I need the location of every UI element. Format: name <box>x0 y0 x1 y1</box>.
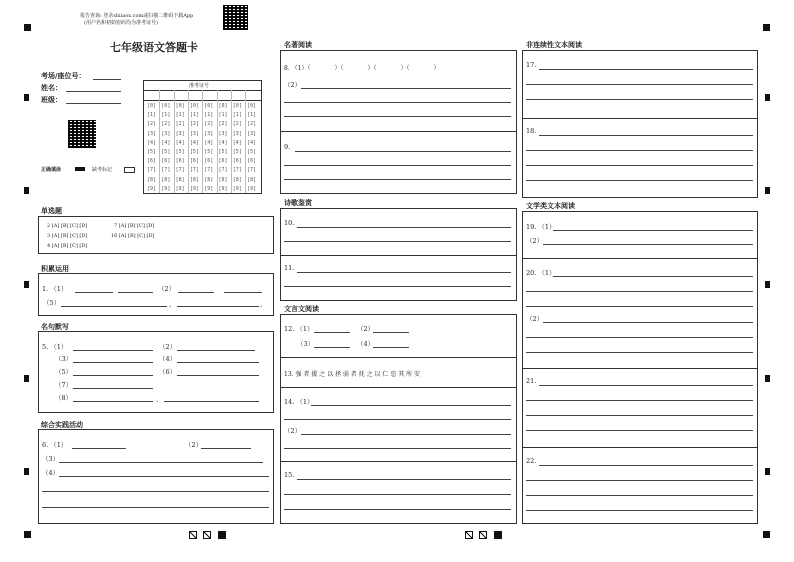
q15-line2[interactable] <box>284 494 511 495</box>
ticket-digit-bubble[interactable]: [5] <box>189 149 199 155</box>
q6-1-answer[interactable] <box>72 448 126 449</box>
ticket-digit-bubble[interactable]: [9] <box>147 185 157 192</box>
ticket-digit-bubble[interactable]: [9] <box>175 185 185 192</box>
side-mark <box>765 375 770 382</box>
student-qr-code <box>68 120 96 148</box>
q5-8b-answer[interactable] <box>164 401 259 402</box>
q5-7-label: （7） <box>55 381 73 389</box>
q5-7-answer[interactable] <box>73 388 153 389</box>
q5-2-answer[interactable] <box>177 350 255 351</box>
ticket-digit-bubble[interactable]: [6] <box>147 158 157 165</box>
absent-checkbox[interactable] <box>124 167 135 173</box>
q18-line2[interactable] <box>526 150 753 151</box>
ticket-digit-bubble[interactable]: [7] <box>147 167 157 174</box>
ticket-digit-bubble[interactable]: [5] <box>175 149 185 155</box>
q1-2-answer[interactable] <box>178 292 214 293</box>
ticket-digit-bubble[interactable]: [4] <box>175 139 185 146</box>
ticket-digit-bubble[interactable]: [4] <box>147 139 157 146</box>
name-label: 姓名： <box>41 84 62 92</box>
q1-1b-answer[interactable] <box>118 292 153 293</box>
absent-mark-label: 缺考标记 <box>92 167 113 173</box>
q17-label: 17. <box>526 61 537 69</box>
q8-2-label: （2） <box>284 81 302 89</box>
ticket-digit-bubble[interactable]: [8] <box>161 176 171 183</box>
q6-3-label: （3） <box>42 455 60 463</box>
ticket-column-divider <box>231 90 232 193</box>
ticket-digit-bubble[interactable]: [4] <box>189 139 199 146</box>
ticket-digit-bubble[interactable]: [0] <box>218 103 228 109</box>
section-poetry: 诗歌鉴赏 <box>284 199 312 207</box>
page-marker-fill <box>494 531 502 539</box>
q15-line3[interactable] <box>284 509 511 510</box>
q20-2-line2[interactable] <box>526 337 753 338</box>
q22-line2[interactable] <box>526 480 753 481</box>
classical-chinese-box <box>280 314 517 524</box>
q1-2-label: （2） <box>158 285 176 293</box>
ticket-digit-bubble[interactable]: [0] <box>175 103 185 109</box>
q1-comma2: ， <box>260 300 267 308</box>
ticket-digit-bubble[interactable]: [9] <box>189 185 199 192</box>
q1-5-answer[interactable] <box>61 306 167 307</box>
ticket-digit-bubble[interactable]: [6] <box>204 158 214 165</box>
q14-2-answer[interactable] <box>301 434 511 435</box>
ticket-digit-bubble[interactable]: [1] <box>161 112 171 119</box>
name-field[interactable] <box>66 91 121 92</box>
q1-2b-answer[interactable] <box>224 292 262 293</box>
corner-mark-tr <box>763 24 770 31</box>
class-label: 班级： <box>41 96 62 104</box>
exam-room-label: 考场/座位号： <box>41 72 86 80</box>
q17-answer[interactable] <box>539 69 753 70</box>
q19-2-label: （2） <box>526 237 544 245</box>
ticket-column-divider <box>217 90 218 193</box>
q21-answer[interactable] <box>539 385 753 386</box>
q6-2-label: （2） <box>185 441 203 449</box>
ticket-column-divider <box>159 90 160 193</box>
accumulation-box <box>38 273 274 316</box>
section-nonlit: 非连续性文本阅读 <box>526 41 582 49</box>
mc-q2[interactable]: 2 [A] [B] [C] [D] <box>47 223 88 229</box>
ticket-digit-bubble[interactable]: [2] <box>175 121 185 128</box>
q5-2-label: （2） <box>159 343 177 351</box>
ticket-digit-bubble[interactable]: [7] <box>232 167 242 174</box>
section-literary: 文学类文本阅读 <box>526 202 575 210</box>
ticket-digit-bubble[interactable]: [4] <box>161 139 171 146</box>
practice-box <box>38 429 274 524</box>
ticket-digit-bubble[interactable]: [5] <box>147 149 157 155</box>
ticket-digit-bubble[interactable]: [8] <box>232 176 242 183</box>
ticket-digit-bubble[interactable]: [4] <box>232 139 242 146</box>
exam-room-field[interactable] <box>93 79 121 80</box>
ticket-column-divider <box>174 90 175 193</box>
ticket-digit-bubble[interactable]: [3] <box>161 130 171 137</box>
q5-label: 5. （1） <box>42 343 68 351</box>
q9-line2[interactable] <box>284 165 511 166</box>
ticket-digit-bubble[interactable]: [6] <box>161 158 171 165</box>
ticket-digit-bubble[interactable]: [8] <box>175 176 185 183</box>
corner-mark-br <box>763 531 770 538</box>
q18-line3[interactable] <box>526 165 753 166</box>
ticket-digit-bubble[interactable]: [7] <box>189 167 199 174</box>
ticket-digit-bubble[interactable]: [6] <box>232 158 242 165</box>
ticket-digit-bubble[interactable]: [5] <box>232 149 242 155</box>
correct-fill-sample <box>75 167 85 171</box>
page-marker-x <box>465 531 473 539</box>
q14-2-line2[interactable] <box>284 448 511 449</box>
literary-box <box>522 211 758 524</box>
ticket-digit-bubble[interactable]: [2] <box>218 121 228 128</box>
page-marker-x <box>479 531 487 539</box>
ticket-digit-bubble[interactable]: [2] <box>247 121 257 128</box>
ticket-digit-bubble[interactable]: [4] <box>204 139 214 146</box>
ticket-digit-bubble[interactable]: [5] <box>204 149 214 155</box>
ticket-digit-bubble[interactable]: [7] <box>247 167 257 174</box>
ticket-digit-bubble[interactable]: [9] <box>218 185 228 192</box>
side-mark <box>24 94 29 101</box>
ticket-number-grid <box>143 80 262 194</box>
q21-line2[interactable] <box>526 400 753 401</box>
ticket-digit-bubble[interactable]: [0] <box>189 103 199 109</box>
ticket-digit-bubble[interactable]: [3] <box>147 130 157 137</box>
q6-label: 6. （1） <box>42 441 68 449</box>
ticket-digit-bubble[interactable]: [0] <box>204 103 214 109</box>
q21-label: 21. <box>526 377 537 385</box>
q18-label: 18. <box>526 127 537 135</box>
q12-label: 12. （1） <box>284 325 314 333</box>
side-mark <box>24 375 29 382</box>
ticket-digit-bubble[interactable]: [8] <box>218 176 228 183</box>
q11-answer[interactable] <box>297 272 511 273</box>
ticket-digit-bubble[interactable]: [3] <box>175 130 185 137</box>
q22-label: 22. <box>526 457 537 465</box>
section-classic-reading: 名著阅读 <box>284 41 312 49</box>
q11-line2[interactable] <box>284 286 511 287</box>
q8-2-answer[interactable] <box>301 88 511 89</box>
page-marker-x <box>203 531 211 539</box>
q9-line3[interactable] <box>284 179 511 180</box>
ticket-digit-bubble[interactable]: [2] <box>204 121 214 128</box>
ticket-digit-bubble[interactable]: [2] <box>189 121 199 128</box>
q5-3-label: （3） <box>55 355 73 363</box>
q6-3-answer[interactable] <box>59 462 263 463</box>
q8-2-line3[interactable] <box>284 116 511 117</box>
q15-answer[interactable] <box>297 479 511 480</box>
ticket-digit-bubble[interactable]: [8] <box>147 176 157 183</box>
q6-4-line3[interactable] <box>42 507 269 508</box>
ticket-column-divider <box>202 90 203 193</box>
q8-label: 8. （1）（ ）（ ）（ ）（ ） <box>284 65 440 72</box>
ticket-digit-bubble[interactable]: [0] <box>161 103 171 109</box>
side-mark <box>24 468 29 475</box>
q5-4-answer[interactable] <box>177 362 259 363</box>
q12-4-answer[interactable] <box>373 347 409 348</box>
ticket-digit-bubble[interactable]: [1] <box>189 112 199 119</box>
page-title: 七年级语文答题卡 <box>110 41 198 54</box>
q10-label: 10. <box>284 219 295 227</box>
ticket-digit-bubble[interactable]: [3] <box>189 130 199 137</box>
ticket-digit-bubble[interactable]: [5] <box>161 149 171 155</box>
section-single-choice: 单选题 <box>41 207 62 215</box>
q1-5-label: （5） <box>43 299 61 307</box>
q20-2-answer[interactable] <box>543 322 753 323</box>
ticket-digit-bubble[interactable]: [8] <box>189 176 199 183</box>
ticket-digit-bubble[interactable]: [5] <box>247 149 257 155</box>
poetry-box <box>280 208 517 301</box>
ticket-digit-bubble[interactable]: [2] <box>232 121 242 128</box>
q6-2-answer[interactable] <box>201 448 251 449</box>
q19-1-answer[interactable] <box>553 230 753 231</box>
ticket-digit-bubble[interactable]: [8] <box>204 176 214 183</box>
mc-q3[interactable]: 3 [A] [B] [C] [D] <box>47 233 88 239</box>
side-mark <box>765 468 770 475</box>
corner-mark-tl <box>24 24 31 31</box>
header-notice: 报告查询: 登录shiiaox.com或扫描二维码下载App <box>80 13 194 19</box>
ticket-digit-bubble[interactable]: [3] <box>232 130 242 137</box>
q1-5b-answer[interactable] <box>177 306 259 307</box>
q13-label[interactable]: 13. 强 者 援 之 以 拯 弱 者 抚 之 以 仁 恣 其 所 安 <box>284 371 421 378</box>
ticket-digit-bubble[interactable]: [6] <box>218 158 228 165</box>
ticket-digit-bubble[interactable]: [7] <box>204 167 214 174</box>
side-mark <box>765 281 770 288</box>
q12-1-answer[interactable] <box>314 332 350 333</box>
corner-mark-bl <box>24 531 31 538</box>
q5-comma: ， <box>156 395 163 403</box>
q14-1-line2[interactable] <box>284 419 511 420</box>
q22-line3[interactable] <box>526 495 753 496</box>
q21-line4[interactable] <box>526 430 753 431</box>
ticket-column-divider <box>245 90 246 193</box>
q5-8-label: （8） <box>55 394 73 402</box>
q20-1-answer[interactable] <box>553 276 753 277</box>
section-famous-lines: 名句默写 <box>41 323 69 331</box>
ticket-digit-bubble[interactable]: [0] <box>247 103 257 109</box>
q5-8-answer[interactable] <box>73 401 153 402</box>
ticket-number-title: 准考证号 <box>189 83 210 89</box>
q10-line2[interactable] <box>284 241 511 242</box>
ticket-digit-bubble[interactable]: [5] <box>218 149 228 155</box>
q20-2-label: （2） <box>526 315 544 323</box>
ticket-digit-bubble[interactable]: [1] <box>204 112 214 119</box>
ticket-digit-bubble[interactable]: [1] <box>175 112 185 119</box>
q5-5-answer[interactable] <box>73 375 153 376</box>
q21-line3[interactable] <box>526 415 753 416</box>
section-classical-chinese: 文言文阅读 <box>284 305 319 313</box>
ticket-digit-bubble[interactable]: [6] <box>189 158 199 165</box>
q9-answer[interactable] <box>295 151 511 152</box>
ticket-digit-bubble[interactable]: [1] <box>218 112 228 119</box>
q5-1-answer[interactable] <box>73 350 153 351</box>
ticket-digit-bubble[interactable]: [3] <box>218 130 228 137</box>
single-choice-box <box>38 216 274 254</box>
ticket-digit-bubble[interactable]: [1] <box>232 112 242 119</box>
ticket-digit-bubble[interactable]: [3] <box>204 130 214 137</box>
q19-label: 19. （1） <box>526 223 556 231</box>
q17-line2[interactable] <box>526 84 753 85</box>
q12-4-label: （4） <box>357 340 375 348</box>
q1-label: 1. （1） <box>42 285 68 293</box>
q6-4-line2[interactable] <box>42 491 269 492</box>
ticket-digit-bubble[interactable]: [0] <box>147 103 157 109</box>
q5-4-label: （4） <box>159 355 177 363</box>
q10-answer[interactable] <box>297 227 511 228</box>
ticket-digit-bubble[interactable]: [9] <box>204 185 214 192</box>
class-field[interactable] <box>66 103 121 104</box>
header-notice-sub: (用户名和初始密码均为准考证号) <box>84 20 158 26</box>
ticket-digit-bubble[interactable]: [9] <box>247 185 257 192</box>
ticket-digit-bubble[interactable]: [1] <box>147 112 157 119</box>
header-qr-code <box>223 5 248 30</box>
side-mark <box>24 281 29 288</box>
ticket-digit-bubble[interactable]: [2] <box>161 121 171 128</box>
q6-4-label: （4） <box>42 469 60 477</box>
ticket-digit-bubble[interactable]: [4] <box>247 139 257 146</box>
q19-2-answer[interactable] <box>543 244 753 245</box>
ticket-digit-bubble[interactable]: [2] <box>147 121 157 128</box>
page-marker-fill <box>218 531 226 539</box>
mc-q7[interactable]: 7 [A] [B] [C] [D] <box>114 223 155 229</box>
q18-line4[interactable] <box>526 180 753 181</box>
ticket-digit-bubble[interactable]: [6] <box>247 158 257 165</box>
q12-3-label: （3） <box>297 340 315 348</box>
classic-reading-box <box>280 50 517 194</box>
q14-2-label: （2） <box>284 427 302 435</box>
q8-2-line2[interactable] <box>284 102 511 103</box>
ticket-digit-bubble[interactable]: [3] <box>247 130 257 137</box>
section-practice: 综合实践活动 <box>41 421 83 429</box>
q1-1-answer[interactable] <box>75 292 113 293</box>
correct-fill-label: 正确填涂 <box>41 167 62 173</box>
q22-answer[interactable] <box>539 465 753 466</box>
section-accumulation: 积累运用 <box>41 265 69 273</box>
ticket-column-divider <box>188 90 189 193</box>
ticket-digit-bubble[interactable]: [6] <box>175 158 185 165</box>
q12-3-answer[interactable] <box>314 347 350 348</box>
mc-q4[interactable]: 4 [A] [B] [C] [D] <box>47 243 88 249</box>
q14-label: 14. （1） <box>284 398 314 406</box>
q11-label: 11. <box>284 264 295 272</box>
nonlit-box <box>522 50 758 198</box>
ticket-digit-bubble[interactable]: [9] <box>161 185 171 192</box>
mc-q16[interactable]: 16 [A] [B] [C] [D] <box>111 233 155 239</box>
q15-label: 15. <box>284 471 295 479</box>
ticket-digit-bubble[interactable]: [8] <box>247 176 257 183</box>
q14-1-answer[interactable] <box>311 405 511 406</box>
ticket-digit-bubble[interactable]: [9] <box>232 185 242 192</box>
side-mark <box>765 94 770 101</box>
ticket-digit-bubble[interactable]: [7] <box>218 167 228 174</box>
ticket-digit-bubble[interactable]: [7] <box>175 167 185 174</box>
side-mark <box>24 187 29 194</box>
q20-2-line3[interactable] <box>526 352 753 353</box>
q5-3-answer[interactable] <box>73 362 153 363</box>
q5-6-answer[interactable] <box>177 375 259 376</box>
ticket-digit-bubble[interactable]: [7] <box>161 167 171 174</box>
ticket-digit-bubble[interactable]: [1] <box>247 112 257 119</box>
q18-answer[interactable] <box>539 135 753 136</box>
q20-label: 20. （1） <box>526 269 556 277</box>
q5-5-label: （5） <box>55 368 73 376</box>
q20-1-line3[interactable] <box>526 306 753 307</box>
q17-line3[interactable] <box>526 99 753 100</box>
q22-line4[interactable] <box>526 510 753 511</box>
q12-2-label: （2） <box>357 325 375 333</box>
q20-1-line2[interactable] <box>526 291 753 292</box>
q12-2-answer[interactable] <box>373 332 409 333</box>
q9-label: 9. <box>284 143 291 151</box>
q6-4-answer[interactable] <box>59 476 269 477</box>
q5-6-label: （6） <box>159 368 177 376</box>
ticket-digit-bubble[interactable]: [4] <box>218 139 228 146</box>
q1-comma: ， <box>169 300 176 308</box>
page-marker-x <box>189 531 197 539</box>
famous-lines-box <box>38 331 274 413</box>
side-mark <box>765 187 770 194</box>
ticket-digit-bubble[interactable]: [0] <box>232 103 242 109</box>
